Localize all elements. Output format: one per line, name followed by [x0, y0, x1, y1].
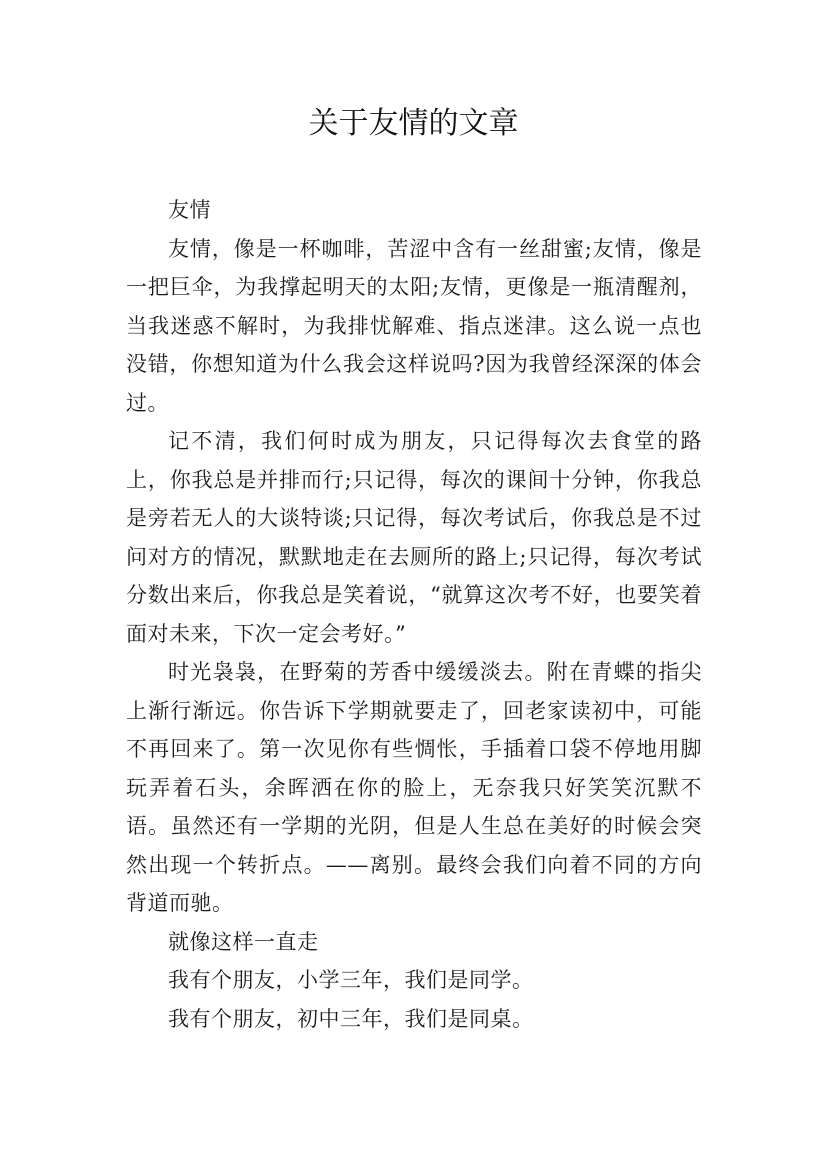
document-body [126, 191, 702, 1038]
paragraph: 友情，像是一杯咖啡，苦涩中含有一丝甜蜜;友情，像是一把巨伞，为我撑起明天的太阳;友情，更像是一瓶清醒剂，当我迷惑不解时，为我排忧解难、指点迷津。这么说一点也没错，你想知道为什么我会这样说吗?因为我曾经深深的体会过。 [126, 236, 702, 415]
paragraph-heading-walk: 就像这样一直走 [168, 929, 319, 954]
document-title: 关于友情的文章 [308, 106, 519, 141]
paragraph: 我有个朋友，初中三年，我们是同桌。 [168, 1006, 534, 1031]
paragraph: 时光袅袅，在野菊的芳香中缓缓淡去。附在青蝶的指尖上渐行渐远。你告诉下学期就要走了，回老家读初中，可能不再回来了。第一次见你有些惆怅，手插着口袋不停地用脚玩弄着石头，余晖洒在你的脸上，无奈我只好笑笑沉默不语。虽然还有一学期的光阴，但是人生总在美好的时候会突然出现一个转折点。——离别。最终会我们向着不同的方向背道而驰。 [126, 660, 702, 915]
paragraph: 我有个朋友，小学三年，我们是同学。 [168, 968, 534, 992]
paragraph-heading-friendship: 友情 [168, 198, 211, 222]
paragraph: 记不清，我们何时成为朋友，只记得每次去食堂的路上，你我总是并排而行;只记得，每次的课间十分钟，你我总是旁若无人的大谈特谈;只记得，每次考试后，你我总是不过问对方的情况，默默地走在去厕所的路上;只记得，每次考试分数出来后，你我总是笑着说，“就算这次考不好，也要笑着面对未来，下次一定会考好。” [126, 429, 702, 646]
